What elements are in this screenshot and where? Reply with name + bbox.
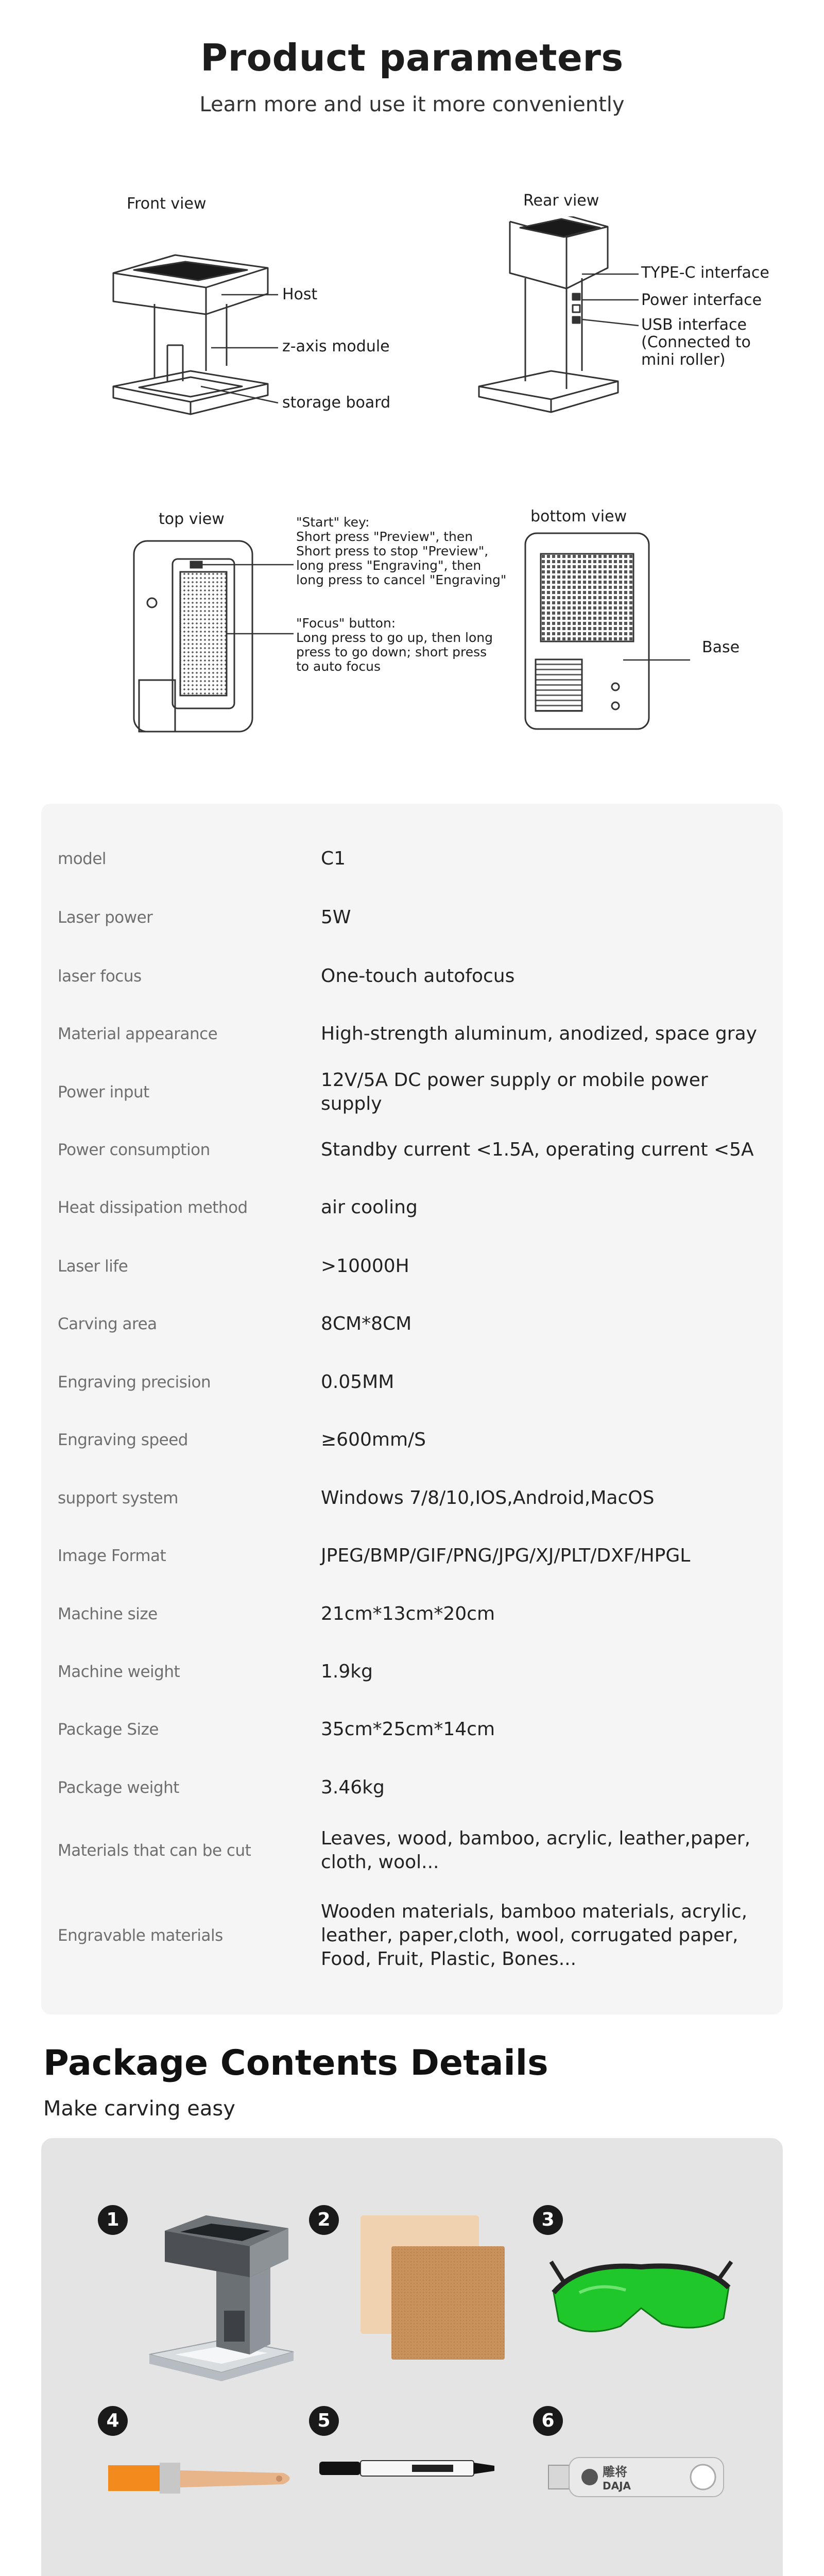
param-key: laser focus	[58, 967, 142, 986]
goggles-image	[548, 2231, 734, 2354]
param-key: Machine weight	[58, 1663, 180, 1681]
param-key: Image Format	[58, 1547, 166, 1565]
param-key: Machine size	[58, 1605, 158, 1623]
param-value: air cooling	[321, 1197, 418, 1218]
param-value: 0.05MM	[321, 1371, 394, 1393]
param-value: Windows 7/8/10,IOS,Android,MacOS	[321, 1487, 655, 1509]
top-view-label: top view	[159, 510, 225, 528]
page-title: Product parameters	[200, 36, 624, 79]
usb-disk-image	[543, 2447, 739, 2509]
engraver-machine-image	[139, 2200, 304, 2396]
param-key: Laser power	[58, 908, 153, 927]
item-c1	[88, 2190, 314, 2406]
param-value: Leaves, wood, bamboo, acrylic, leather,paper, cloth, wool...	[321, 1828, 751, 1873]
param-value: 5W	[321, 907, 351, 928]
usb-brand: DAJA	[603, 2480, 631, 2492]
param-key: Heat dissipation method	[58, 1198, 248, 1217]
item-brush	[88, 2406, 314, 2576]
bottom-view-label: bottom view	[530, 507, 627, 526]
param-value: Wooden materials, bamboo materials, acrylic, leather, paper,cloth, wool, corrugated paper, Food, Fruit, Plastic, Bones...	[321, 1901, 748, 1970]
item-usb-disk	[523, 2406, 749, 2576]
start-key-callout: "Start" key: Short press "Preview", then Short press to stop "Preview", long press "Engraving", then long press to cancel "Engraving"	[296, 515, 507, 587]
rear-view-label: Rear view	[523, 192, 599, 210]
usb-brand-cn: 雕将	[603, 2465, 627, 2479]
front-view-diagram	[98, 216, 294, 453]
param-key: Laser life	[58, 1257, 128, 1276]
param-key: support system	[58, 1489, 178, 1507]
item-wood-chips	[299, 2190, 525, 2406]
power-interface-callout: Power interface	[641, 291, 762, 309]
param-key: Package Size	[58, 1720, 159, 1739]
storage-board-callout: storage board	[282, 394, 391, 412]
param-value: >10000H	[321, 1256, 409, 1277]
param-value: One-touch autofocus	[321, 965, 515, 987]
number-badge: 5	[309, 2406, 339, 2436]
param-key: Power consumption	[58, 1141, 210, 1159]
param-value: ≥600mm/S	[321, 1429, 426, 1450]
number-badge: 2	[309, 2205, 339, 2235]
param-value: 21cm*13cm*20cm	[321, 1603, 495, 1624]
number-badge: 6	[533, 2406, 563, 2436]
param-value: 1.9kg	[321, 1661, 373, 1682]
host-callout: Host	[282, 285, 318, 303]
param-key: Carving area	[58, 1315, 157, 1333]
base-callout: Base	[702, 638, 740, 656]
param-value: C1	[321, 848, 346, 869]
param-key: Materials that can be cut	[58, 1841, 251, 1860]
number-badge: 4	[98, 2406, 128, 2436]
param-value: Standby current <1.5A, operating current <5A	[321, 1139, 754, 1160]
param-key: Power input	[58, 1083, 149, 1101]
package-subtitle: Make carving easy	[43, 2097, 235, 2121]
wood-chips-image	[345, 2205, 510, 2370]
param-key: Engraving speed	[58, 1431, 188, 1449]
param-value: High-strength aluminum, anodized, space gray	[321, 1023, 757, 1044]
param-value: 3.46kg	[321, 1777, 385, 1798]
parameter-table	[41, 804, 783, 2014]
type-c-callout: TYPE-C interface	[641, 264, 769, 282]
param-value: 35cm*25cm*14cm	[321, 1719, 495, 1740]
number-badge: 3	[533, 2205, 563, 2235]
param-key: Package weight	[58, 1778, 179, 1797]
param-key: Engravable materials	[58, 1926, 223, 1945]
package-contents-grid	[41, 2138, 783, 2576]
param-key: Engraving precision	[58, 1373, 211, 1392]
usb-interface-callout: USB interface (Connected to mini roller)	[641, 316, 751, 369]
param-key: model	[58, 850, 107, 868]
top-view-diagram	[129, 531, 324, 742]
brush-image	[98, 2442, 304, 2514]
param-value: 8CM*8CM	[321, 1313, 412, 1334]
param-key: Material appearance	[58, 1025, 218, 1043]
number-badge: 1	[98, 2205, 128, 2235]
focus-button-callout: "Focus" button: Long press to go up, then long press to go down; short press to auto focus	[296, 616, 493, 674]
bottom-view-diagram	[520, 528, 706, 739]
front-view-label: Front view	[127, 195, 207, 213]
param-value: 12V/5A DC power supply or mobile power supply	[321, 1070, 708, 1114]
package-title: Package Contents Details	[43, 2043, 548, 2083]
z-axis-callout: z-axis module	[282, 337, 390, 355]
param-value: JPEG/BMP/GIF/PNG/JPG/XJ/PLT/DXF/HPGL	[321, 1545, 691, 1566]
marker-image	[309, 2447, 515, 2488]
page-subtitle: Learn more and use it more conveniently	[199, 93, 625, 116]
item-goggles	[523, 2190, 749, 2406]
item-marker	[299, 2406, 525, 2576]
